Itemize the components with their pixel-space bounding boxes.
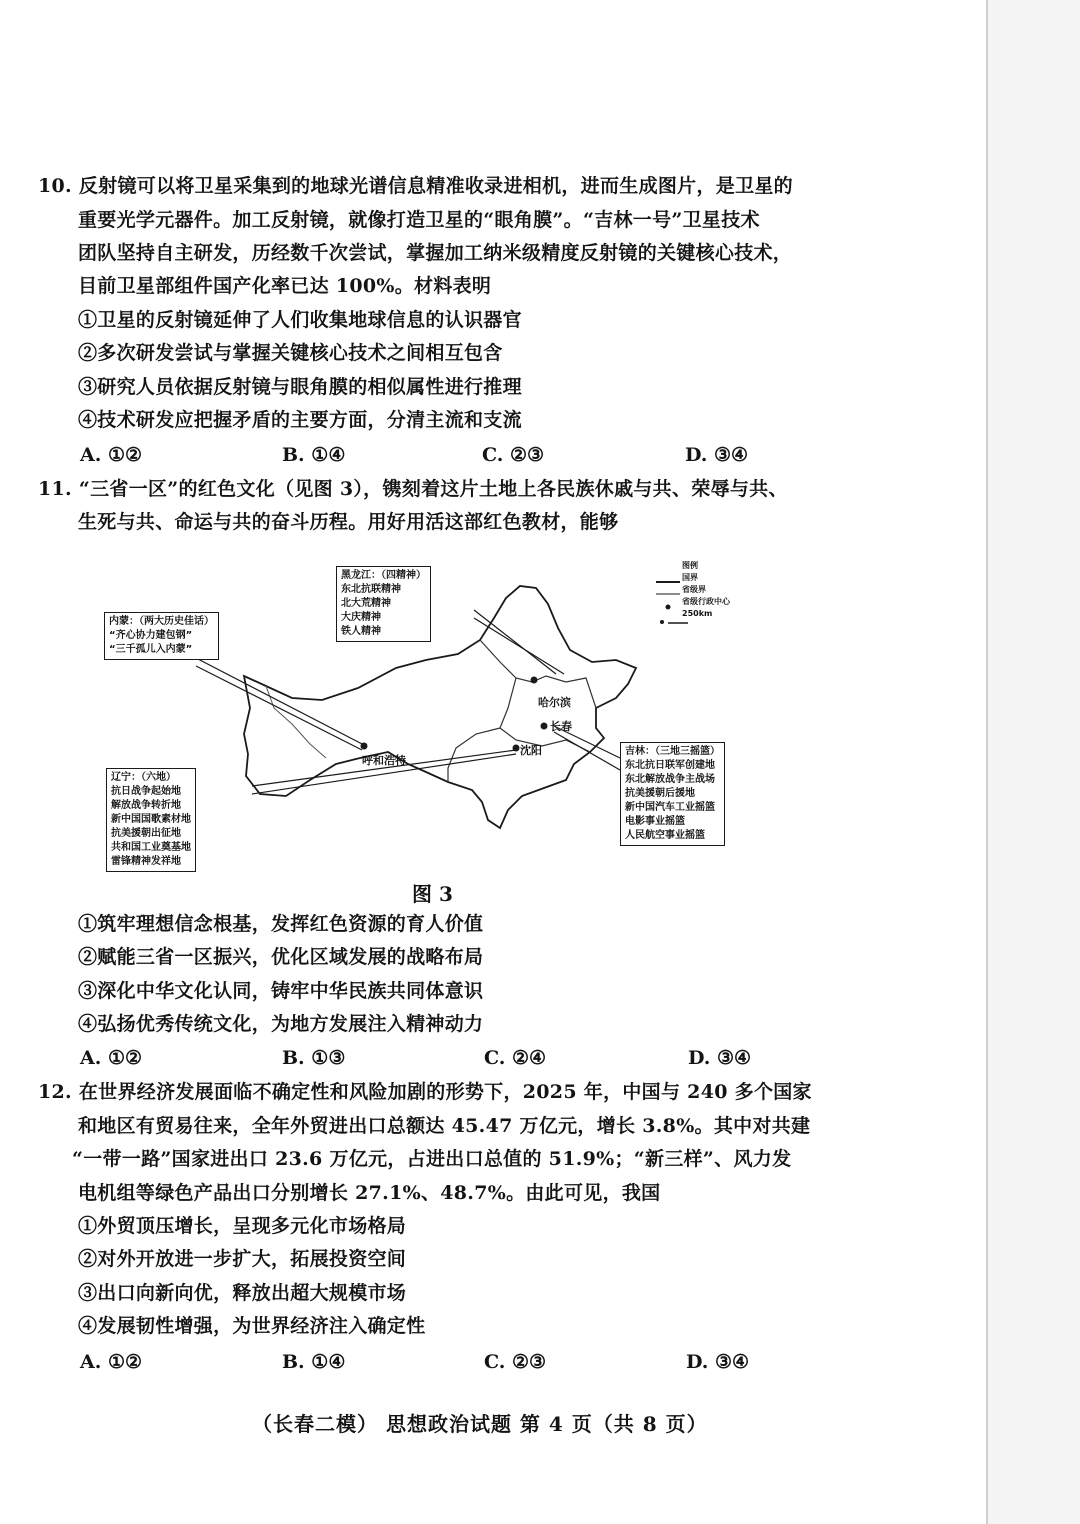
- q12-statement: ③出口向新向优，释放出超大规模市场: [78, 1282, 407, 1304]
- q12-line: 12. 在世界经济发展面临不确定性和风险加剧的形势下，2025 年，中国与 240 多个国家: [38, 1081, 812, 1103]
- box-line: 黑龙江：（四精神）: [341, 570, 426, 581]
- box-line: 人民航空事业摇篮: [625, 830, 705, 841]
- leader-line: [196, 666, 362, 750]
- box-line: 大庆精神: [341, 612, 381, 623]
- option-c[interactable]: C. ②③: [482, 444, 545, 466]
- option-b[interactable]: B. ①④: [282, 1351, 346, 1373]
- option-a[interactable]: A. ①②: [80, 444, 143, 466]
- leader-line: [474, 610, 556, 674]
- scan-margin: [988, 0, 1080, 1524]
- q12-line: 和地区有贸易往来，全年外贸进出口总额达 45.47 万亿元，增长 3.8%。其中对共建: [78, 1115, 811, 1137]
- q12-line: 电机组等绿色产品出口分别增长 27.1%、48.7%。由此可见，我国: [78, 1182, 661, 1204]
- q10-line: 10. 反射镜可以将卫星采集到的地球光谱信息精准收录进相机，进而生成图片，是卫星的: [38, 175, 793, 197]
- option-b[interactable]: B. ①③: [282, 1047, 346, 1069]
- q11-statement: ④弘扬优秀传统文化，为地方发展注入精神动力: [78, 1013, 484, 1035]
- box-line: 新中国汽车工业摇篮: [625, 802, 715, 813]
- box-line: 东北抗日联军创建地: [625, 760, 715, 771]
- legend-scale: 250km: [682, 609, 713, 618]
- jilin-box: [620, 742, 725, 846]
- box-line: 东北解放战争主战场: [625, 774, 715, 785]
- leader-line: [196, 658, 366, 746]
- city-dot-shenyang: [513, 745, 520, 752]
- box-line: 北大荒精神: [341, 598, 391, 609]
- leader-line: [474, 618, 564, 674]
- option-c[interactable]: C. ②③: [484, 1351, 547, 1373]
- legend-national-border: 国界: [682, 573, 698, 582]
- city-label-changchun: 长春: [550, 720, 572, 733]
- box-line: 电影事业摇篮: [625, 816, 685, 827]
- box-line: 抗日战争起始地: [111, 786, 181, 797]
- map-legend: [682, 560, 730, 620]
- legend-capital-symbol: [666, 605, 671, 610]
- heilongjiang-box: [336, 566, 431, 642]
- option-a[interactable]: A. ①②: [80, 1047, 143, 1069]
- box-line: 抗美援朝出征地: [111, 828, 181, 839]
- option-a[interactable]: A. ①②: [80, 1351, 143, 1373]
- q12-statement: ①外贸顶压增长，呈现多元化市场格局: [78, 1215, 407, 1237]
- page-footer: （长春二模） 思想政治试题 第 4 页（共 8 页）: [252, 1412, 708, 1436]
- box-line: 铁人精神: [341, 626, 381, 637]
- q12-statement: ②对外开放进一步扩大，拓展投资空间: [78, 1248, 407, 1270]
- city-dot-harbin: [531, 677, 538, 684]
- box-line: 雷锋精神发祥地: [111, 856, 181, 867]
- province-boundary: [266, 686, 326, 758]
- q11-line: 生死与共、命运与共的奋斗历程。用好用活这部红色教材，能够: [78, 511, 619, 533]
- province-boundary: [448, 728, 500, 782]
- box-line: 抗美援朝后援地: [625, 788, 695, 799]
- box-line: 解放战争转折地: [111, 800, 181, 811]
- option-d[interactable]: D. ③④: [688, 1047, 752, 1069]
- option-b[interactable]: B. ①④: [282, 444, 346, 466]
- q10-line: 团队坚持自主研发，历经数千次尝试，掌握加工纳米级精度反射镜的关键核心技术，: [78, 242, 793, 264]
- box-line: 内蒙：（两大历史佳话）: [109, 616, 214, 627]
- q10-line: 目前卫星部组件国产化率已达 100%。材料表明: [78, 275, 492, 297]
- q10-statement: ①卫星的反射镜延伸了人们收集地球信息的认识器官: [78, 309, 522, 331]
- q10-statement: ③研究人员依据反射镜与眼角膜的相似属性进行推理: [78, 376, 522, 398]
- option-c[interactable]: C. ②④: [484, 1047, 547, 1069]
- city-label-shenyang: 沈阳: [520, 744, 542, 757]
- box-line: 共和国工业奠基地: [111, 842, 191, 853]
- legend-capital: 省级行政中心: [682, 597, 730, 606]
- box-line: “齐心协力建包钢”: [109, 630, 193, 641]
- box-line: 辽宁：（六地）: [111, 772, 176, 783]
- city-label-hohhot: 呼和浩特: [362, 754, 406, 767]
- figure-3-map: [96, 558, 772, 870]
- legend-provincial-border: 省级界: [682, 585, 706, 594]
- q12-line: “一带一路”国家进出口 23.6 万亿元，占进出口总值的 51.9%；“新三样”、风力发: [72, 1148, 792, 1170]
- box-line: 新中国国歌素材地: [111, 814, 191, 825]
- q10-statement: ②多次研发尝试与掌握关键核心技术之间相互包含: [78, 342, 503, 364]
- scan-edge: [986, 0, 988, 1524]
- city-dot-changchun: [541, 723, 548, 730]
- q10-line: 重要光学元器件。加工反射镜，就像打造卫星的“眼角膜”。“吉林一号”卫星技术: [78, 209, 760, 231]
- q11-statement: ①筑牢理想信念根基，发挥红色资源的育人价值: [78, 913, 484, 935]
- box-line: “三千孤儿入内蒙”: [109, 644, 193, 655]
- figure-caption: 图 3: [412, 882, 453, 906]
- liaoning-box: [106, 768, 196, 872]
- northeast-region-shape: [244, 586, 636, 828]
- leader-line: [554, 732, 620, 770]
- legend-scale-dot: [660, 620, 664, 624]
- q11-statement: ③深化中华文化认同，铸牢中华民族共同体意识: [78, 980, 484, 1002]
- option-d[interactable]: D. ③④: [686, 1351, 750, 1373]
- province-boundary: [500, 678, 590, 752]
- q10-statement: ④技术研发应把握矛盾的主要方面，分清主流和支流: [78, 409, 522, 431]
- q11-statement: ②赋能三省一区振兴，优化区域发展的战略布局: [78, 946, 484, 968]
- box-line: 东北抗联精神: [341, 584, 401, 595]
- city-label-harbin: 哈尔滨: [538, 696, 571, 709]
- option-d[interactable]: D. ③④: [685, 444, 749, 466]
- box-line: 吉林：（三地三摇篮）: [625, 746, 720, 757]
- legend-title: 图例: [682, 561, 698, 570]
- neimeng-box: [104, 612, 219, 660]
- q11-line: 11. “三省一区”的红色文化（见图 3），镌刻着这片土地上各民族休戚与共、荣辱与共、: [38, 478, 788, 500]
- q12-statement: ④发展韧性增强，为世界经济注入确定性: [78, 1315, 426, 1337]
- city-dot-hohhot: [361, 743, 368, 750]
